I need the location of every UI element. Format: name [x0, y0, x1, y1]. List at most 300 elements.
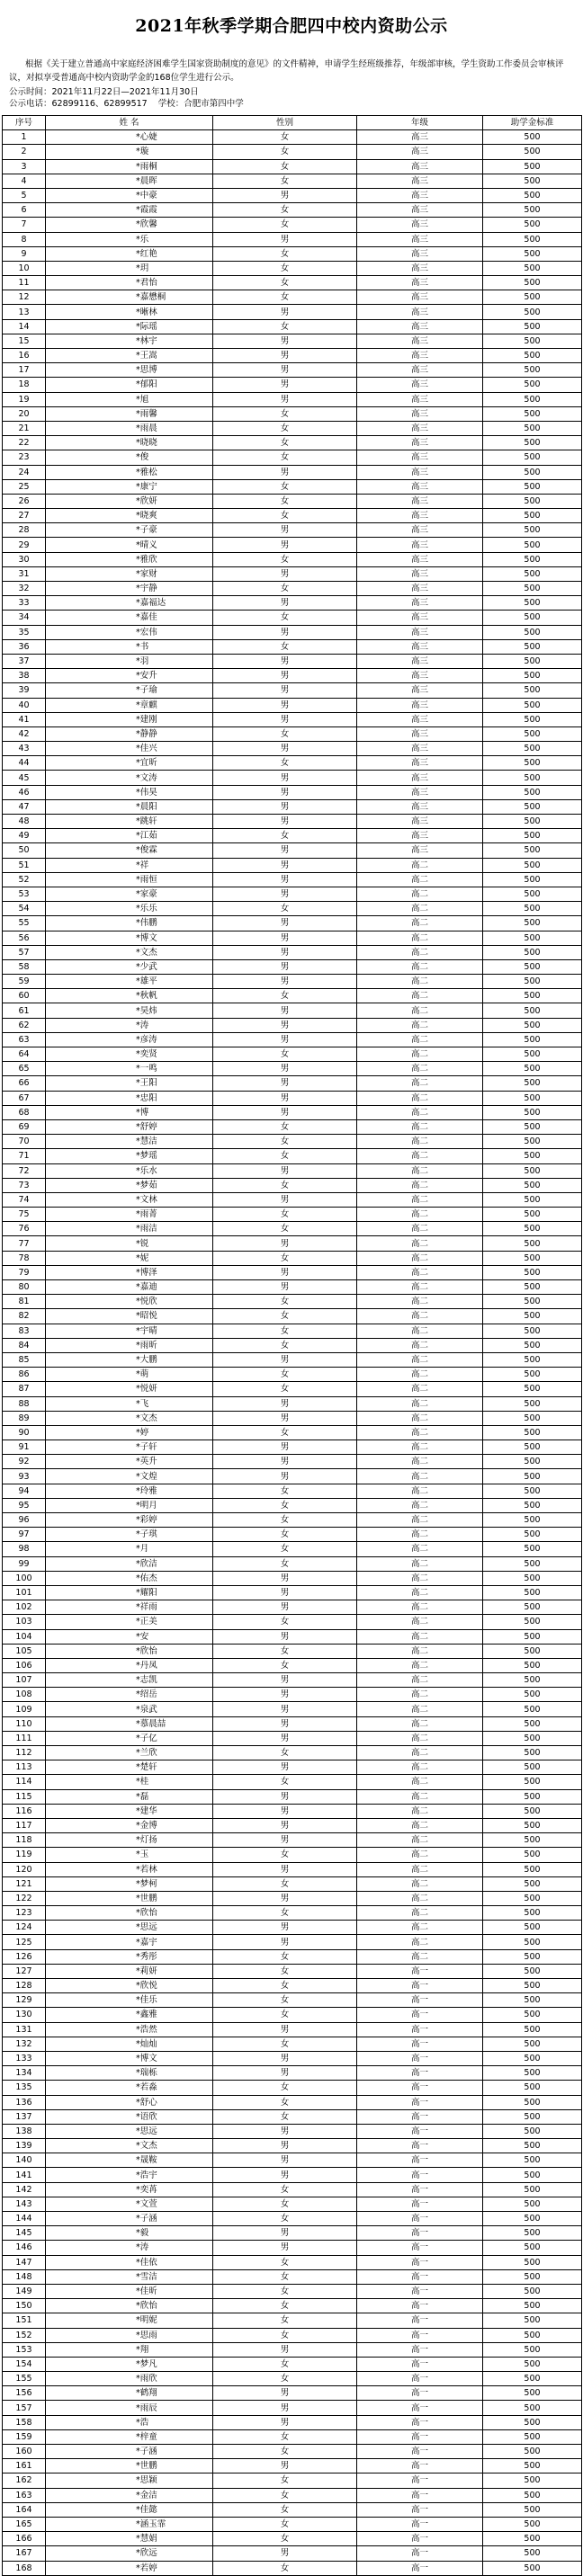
cell-gender: 女 [213, 611, 357, 625]
cell-name: *桂 [46, 1775, 213, 1789]
cell-name: *雨辰 [46, 2401, 213, 2415]
cell-gender: 女 [213, 1338, 357, 1352]
cell-index: 63 [3, 1032, 46, 1047]
cell-amount: 500 [483, 2372, 582, 2386]
cell-name: *少武 [46, 959, 213, 974]
table-row [3, 829, 582, 843]
cell-grade: 高三 [357, 815, 483, 829]
cell-amount: 500 [483, 1105, 582, 1119]
cell-index: 98 [3, 1542, 46, 1556]
cell-index: 68 [3, 1105, 46, 1119]
cell-amount: 500 [483, 872, 582, 887]
cell-gender: 男 [213, 1731, 357, 1745]
cell-index: 130 [3, 2008, 46, 2022]
cell-name: *欣怡 [46, 1906, 213, 1921]
cell-amount: 500 [483, 436, 582, 450]
cell-grade: 高二 [357, 1935, 483, 1949]
cell-index: 128 [3, 1979, 46, 1993]
cell-gender: 女 [213, 2372, 357, 2386]
cell-grade: 高一 [357, 2502, 483, 2517]
cell-gender: 女 [213, 1119, 357, 1134]
cell-grade: 高三 [357, 582, 483, 596]
cell-gender: 女 [213, 436, 357, 450]
cell-grade: 高一 [357, 2401, 483, 2415]
cell-index: 84 [3, 1338, 46, 1352]
cell-grade: 高二 [357, 1440, 483, 1455]
cell-name: *子琪 [46, 1528, 213, 1542]
cell-amount: 500 [483, 1062, 582, 1076]
cell-amount: 500 [483, 2328, 582, 2342]
cell-name: *磊 [46, 1789, 213, 1804]
cell-index: 26 [3, 494, 46, 508]
cell-amount: 500 [483, 566, 582, 581]
cell-gender: 女 [213, 2284, 357, 2298]
cell-index: 78 [3, 1251, 46, 1265]
cell-name: *梦柯 [46, 1876, 213, 1891]
cell-name: *悦欣 [46, 1295, 213, 1309]
cell-grade: 高三 [357, 509, 483, 523]
cell-gender: 男 [213, 596, 357, 611]
table-row [3, 246, 582, 261]
cell-index: 112 [3, 1746, 46, 1760]
cell-gender: 女 [213, 1979, 357, 1993]
cell-gender: 女 [213, 2081, 357, 2095]
cell-name: *涛 [46, 2241, 213, 2255]
cell-name: *文煌 [46, 1469, 213, 1484]
table-row [3, 639, 582, 654]
cell-amount: 500 [483, 2299, 582, 2313]
cell-gender: 男 [213, 1105, 357, 1119]
cell-grade: 高二 [357, 1265, 483, 1279]
table-row [3, 989, 582, 1003]
cell-amount: 500 [483, 2081, 582, 2095]
cell-amount: 500 [483, 1833, 582, 1848]
cell-name: *明妮 [46, 2313, 213, 2328]
cell-index: 104 [3, 1629, 46, 1644]
cell-amount: 500 [483, 1440, 582, 1455]
cell-grade: 高二 [357, 1876, 483, 1891]
cell-grade: 高三 [357, 799, 483, 814]
cell-index: 75 [3, 1208, 46, 1222]
cell-gender: 男 [213, 858, 357, 872]
cell-amount: 500 [483, 2008, 582, 2022]
table-row [3, 1440, 582, 1455]
cell-grade: 高二 [357, 1076, 483, 1091]
cell-gender: 男 [213, 1455, 357, 1469]
cell-name: *君怡 [46, 276, 213, 290]
cell-grade: 高三 [357, 494, 483, 508]
cell-amount: 500 [483, 2473, 582, 2488]
cell-amount: 500 [483, 975, 582, 989]
table-row [3, 1469, 582, 1484]
cell-amount: 500 [483, 2415, 582, 2429]
cell-name: *思远 [46, 1921, 213, 1935]
cell-name: *雪洁 [46, 2269, 213, 2284]
cell-gender: 男 [213, 945, 357, 959]
cell-index: 37 [3, 654, 46, 668]
table-row [3, 887, 582, 901]
cell-index: 151 [3, 2313, 46, 2328]
cell-grade: 高三 [357, 712, 483, 726]
cell-index: 127 [3, 1964, 46, 1978]
cell-gender: 女 [213, 726, 357, 741]
cell-name: *霞霞 [46, 203, 213, 218]
table-row [3, 1309, 582, 1324]
table-row [3, 1003, 582, 1018]
cell-gender: 男 [213, 1862, 357, 1876]
cell-index: 120 [3, 1862, 46, 1876]
cell-grade: 高二 [357, 1629, 483, 1644]
cell-gender: 女 [213, 2502, 357, 2517]
cell-gender: 男 [213, 566, 357, 581]
cell-grade: 高二 [357, 1644, 483, 1658]
cell-amount: 500 [483, 349, 582, 363]
cell-amount: 500 [483, 538, 582, 552]
cell-amount: 500 [483, 1746, 582, 1760]
cell-gender: 女 [213, 2445, 357, 2459]
cell-name: *博 [46, 1105, 213, 1119]
cell-grade: 高二 [357, 1324, 483, 1338]
cell-gender: 男 [213, 2139, 357, 2153]
cell-grade: 高一 [357, 1993, 483, 2008]
cell-grade: 高三 [357, 363, 483, 378]
cell-index: 141 [3, 2168, 46, 2182]
table-row [3, 2081, 582, 2095]
cell-index: 42 [3, 726, 46, 741]
cell-name: *浩 [46, 2415, 213, 2429]
cell-index: 89 [3, 1411, 46, 1425]
table-row [3, 1076, 582, 1091]
cell-gender: 女 [213, 1775, 357, 1789]
cell-index: 35 [3, 625, 46, 639]
cell-grade: 高一 [357, 1964, 483, 1978]
cell-amount: 500 [483, 712, 582, 726]
cell-name: *雅松 [46, 465, 213, 479]
table-row [3, 2386, 582, 2401]
cell-grade: 高三 [357, 334, 483, 348]
cell-grade: 高三 [357, 232, 483, 246]
cell-name: *晰林 [46, 305, 213, 319]
cell-index: 100 [3, 1571, 46, 1585]
cell-name: *思雨 [46, 2328, 213, 2342]
cell-index: 147 [3, 2255, 46, 2269]
cell-gender: 女 [213, 319, 357, 334]
cell-grade: 高一 [357, 2212, 483, 2226]
table-row [3, 334, 582, 348]
cell-gender: 女 [213, 1295, 357, 1309]
cell-amount: 500 [483, 1163, 582, 1178]
table-row [3, 159, 582, 174]
cell-grade: 高三 [357, 349, 483, 363]
cell-grade: 高二 [357, 1906, 483, 1921]
cell-amount: 500 [483, 2197, 582, 2211]
cell-name: *莉妍 [46, 1964, 213, 1978]
cell-name: *雨昕 [46, 1338, 213, 1352]
cell-name: *昭悦 [46, 1309, 213, 1324]
cell-grade: 高三 [357, 130, 483, 145]
cell-grade: 高二 [357, 945, 483, 959]
table-row [3, 931, 582, 945]
cell-name: *绍岳 [46, 1688, 213, 1702]
cell-index: 92 [3, 1455, 46, 1469]
cell-gender: 男 [213, 712, 357, 726]
table-row [3, 1629, 582, 1644]
cell-name: *金洁 [46, 2488, 213, 2502]
cell-gender: 女 [213, 1644, 357, 1658]
cell-name: *江茹 [46, 829, 213, 843]
cell-grade: 高三 [357, 683, 483, 698]
cell-amount: 500 [483, 159, 582, 174]
table-row [3, 872, 582, 887]
table-row [3, 1047, 582, 1062]
cell-grade: 高二 [357, 1615, 483, 1629]
cell-name: *英升 [46, 1455, 213, 1469]
cell-gender: 男 [213, 2022, 357, 2037]
cell-grade: 高一 [357, 2473, 483, 2488]
cell-gender: 男 [213, 2241, 357, 2255]
cell-grade: 高二 [357, 1396, 483, 1411]
table-row [3, 2066, 582, 2081]
cell-grade: 高一 [357, 2313, 483, 2328]
cell-index: 17 [3, 363, 46, 378]
cell-gender: 女 [213, 1208, 357, 1222]
cell-gender: 男 [213, 1091, 357, 1105]
cell-name: *雅欣 [46, 552, 213, 566]
cell-amount: 500 [483, 1469, 582, 1484]
cell-amount: 500 [483, 378, 582, 392]
cell-amount: 500 [483, 1396, 582, 1411]
cell-amount: 500 [483, 1119, 582, 1134]
phone-label: 公示电话： [9, 99, 52, 109]
cell-index: 53 [3, 887, 46, 901]
cell-gender: 男 [213, 334, 357, 348]
table-row [3, 2473, 582, 2488]
cell-gender: 男 [213, 742, 357, 756]
header-amount: 助学金标准 [483, 116, 582, 130]
cell-name: *王阳 [46, 1076, 213, 1091]
cell-amount: 500 [483, 2386, 582, 2401]
cell-index: 3 [3, 159, 46, 174]
cell-amount: 500 [483, 2168, 582, 2182]
cell-index: 50 [3, 843, 46, 858]
cell-gender: 女 [213, 1658, 357, 1672]
cell-index: 44 [3, 756, 46, 771]
cell-gender: 女 [213, 174, 357, 188]
period-value: 2021年11月22日—2021年11月30日 [51, 87, 199, 97]
cell-gender: 女 [213, 406, 357, 421]
cell-name: *林宇 [46, 334, 213, 348]
cell-index: 126 [3, 1949, 46, 1964]
cell-grade: 高三 [357, 421, 483, 435]
table-row [3, 1804, 582, 1818]
cell-gender: 男 [213, 523, 357, 538]
cell-gender: 男 [213, 1163, 357, 1178]
table-row [3, 1542, 582, 1556]
cell-grade: 高一 [357, 2226, 483, 2241]
cell-amount: 500 [483, 1644, 582, 1658]
cell-index: 142 [3, 2182, 46, 2197]
table-row [3, 1062, 582, 1076]
cell-amount: 500 [483, 494, 582, 508]
cell-amount: 500 [483, 1556, 582, 1571]
cell-gender: 男 [213, 1833, 357, 1848]
table-row [3, 1935, 582, 1949]
cell-grade: 高三 [357, 290, 483, 305]
table-row [3, 1644, 582, 1658]
cell-gender: 男 [213, 2546, 357, 2561]
cell-name: *文杰 [46, 1411, 213, 1425]
cell-name: *涛 [46, 1018, 213, 1032]
cell-grade: 高一 [357, 2182, 483, 2197]
cell-amount: 500 [483, 552, 582, 566]
cell-grade: 高二 [357, 1775, 483, 1789]
cell-amount: 500 [483, 1528, 582, 1542]
page-title: 2021年秋季学期合肥四中校内资助公示 [135, 16, 448, 36]
cell-amount: 500 [483, 2445, 582, 2459]
cell-amount: 500 [483, 2212, 582, 2226]
cell-grade: 高一 [357, 2561, 483, 2575]
table-body [3, 130, 582, 2576]
cell-index: 121 [3, 1876, 46, 1891]
cell-gender: 女 [213, 1993, 357, 2008]
cell-amount: 500 [483, 1047, 582, 1062]
table-row [3, 2313, 582, 2328]
cell-amount: 500 [483, 1673, 582, 1688]
cell-amount: 500 [483, 2532, 582, 2546]
cell-amount: 500 [483, 596, 582, 611]
table-row [3, 2139, 582, 2153]
intro-text: 根据《关于建立普通高中家庭经济困难学生国家资助制度的意见》的文件精神，申请学生经班级推荐，年级部审核，学生资助工作委员会审核评议，对拟享受普通高中校内资助学金的168位学生进行公示。 [9, 59, 564, 83]
cell-amount: 500 [483, 1280, 582, 1295]
cell-grade: 高二 [357, 989, 483, 1003]
cell-grade: 高二 [357, 887, 483, 901]
cell-grade: 高二 [357, 902, 483, 916]
cell-index: 134 [3, 2066, 46, 2081]
table-row [3, 2197, 582, 2211]
cell-name: *慧洁 [46, 1135, 213, 1149]
cell-name: *际瑶 [46, 319, 213, 334]
cell-gender: 女 [213, 2037, 357, 2051]
cell-grade: 高二 [357, 1105, 483, 1119]
cell-name: *子豪 [46, 523, 213, 538]
cell-name: *子涵 [46, 2212, 213, 2226]
cell-grade: 高三 [357, 756, 483, 771]
cell-amount: 500 [483, 1425, 582, 1440]
cell-amount: 500 [483, 1935, 582, 1949]
table-row [3, 683, 582, 698]
cell-gender: 男 [213, 363, 357, 378]
cell-gender: 男 [213, 625, 357, 639]
cell-name: *宇晴 [46, 1324, 213, 1338]
cell-grade: 高一 [357, 2415, 483, 2429]
table-row [3, 1236, 582, 1251]
cell-grade: 高一 [357, 2459, 483, 2473]
cell-gender: 男 [213, 1192, 357, 1207]
cell-grade: 高三 [357, 174, 483, 188]
table-row [3, 698, 582, 712]
table-row [3, 1658, 582, 1672]
cell-amount: 500 [483, 305, 582, 319]
cell-name: *玉 [46, 1848, 213, 1862]
cell-grade: 高一 [357, 2008, 483, 2022]
cell-index: 156 [3, 2386, 46, 2401]
table-row [3, 130, 582, 145]
cell-index: 97 [3, 1528, 46, 1542]
cell-gender: 男 [213, 2342, 357, 2357]
cell-gender: 男 [213, 2066, 357, 2081]
cell-index: 81 [3, 1295, 46, 1309]
cell-index: 72 [3, 1163, 46, 1178]
cell-name: *佳昕 [46, 2284, 213, 2298]
cell-amount: 500 [483, 1352, 582, 1367]
cell-name: *思博 [46, 363, 213, 378]
cell-amount: 500 [483, 1251, 582, 1265]
cell-grade: 高三 [357, 276, 483, 290]
cell-amount: 500 [483, 669, 582, 683]
cell-grade: 高一 [357, 2546, 483, 2561]
cell-index: 162 [3, 2473, 46, 2488]
cell-name: *秀彤 [46, 1949, 213, 1964]
cell-amount: 500 [483, 2502, 582, 2517]
cell-index: 107 [3, 1673, 46, 1688]
cell-name: *鑫雅 [46, 2008, 213, 2022]
table-row [3, 815, 582, 829]
cell-index: 43 [3, 742, 46, 756]
cell-amount: 500 [483, 2182, 582, 2197]
cell-index: 2 [3, 145, 46, 159]
cell-grade: 高三 [357, 479, 483, 494]
cell-index: 56 [3, 931, 46, 945]
cell-name: *婷 [46, 1425, 213, 1440]
cell-amount: 500 [483, 654, 582, 668]
cell-index: 14 [3, 319, 46, 334]
cell-index: 76 [3, 1222, 46, 1236]
cell-grade: 高三 [357, 203, 483, 218]
cell-grade: 高二 [357, 1513, 483, 1528]
cell-gender: 女 [213, 2299, 357, 2313]
cell-name: *若林 [46, 1862, 213, 1876]
cell-grade: 高一 [357, 2357, 483, 2371]
table-row [3, 2299, 582, 2313]
cell-amount: 500 [483, 1688, 582, 1702]
cell-grade: 高二 [357, 1382, 483, 1396]
cell-name: *心婕 [46, 130, 213, 145]
cell-grade: 高三 [357, 145, 483, 159]
table-row [3, 2241, 582, 2255]
cell-index: 101 [3, 1585, 46, 1600]
cell-index: 150 [3, 2299, 46, 2313]
cell-grade: 高二 [357, 1309, 483, 1324]
cell-name: *俊霖 [46, 843, 213, 858]
table-row [3, 2401, 582, 2415]
cell-name: *俊 [46, 450, 213, 465]
cell-grade: 高一 [357, 2517, 483, 2531]
cell-name: *奕贤 [46, 1047, 213, 1062]
cell-grade: 高一 [357, 2429, 483, 2444]
cell-gender: 女 [213, 450, 357, 465]
cell-index: 133 [3, 2051, 46, 2065]
cell-gender: 男 [213, 1716, 357, 1731]
cell-index: 99 [3, 1556, 46, 1571]
cell-index: 103 [3, 1615, 46, 1629]
cell-gender: 女 [213, 1615, 357, 1629]
funding-table [2, 115, 582, 2576]
table-row [3, 1411, 582, 1425]
cell-grade: 高二 [357, 1236, 483, 1251]
table-row [3, 2415, 582, 2429]
cell-amount: 500 [483, 319, 582, 334]
cell-gender: 女 [213, 2473, 357, 2488]
